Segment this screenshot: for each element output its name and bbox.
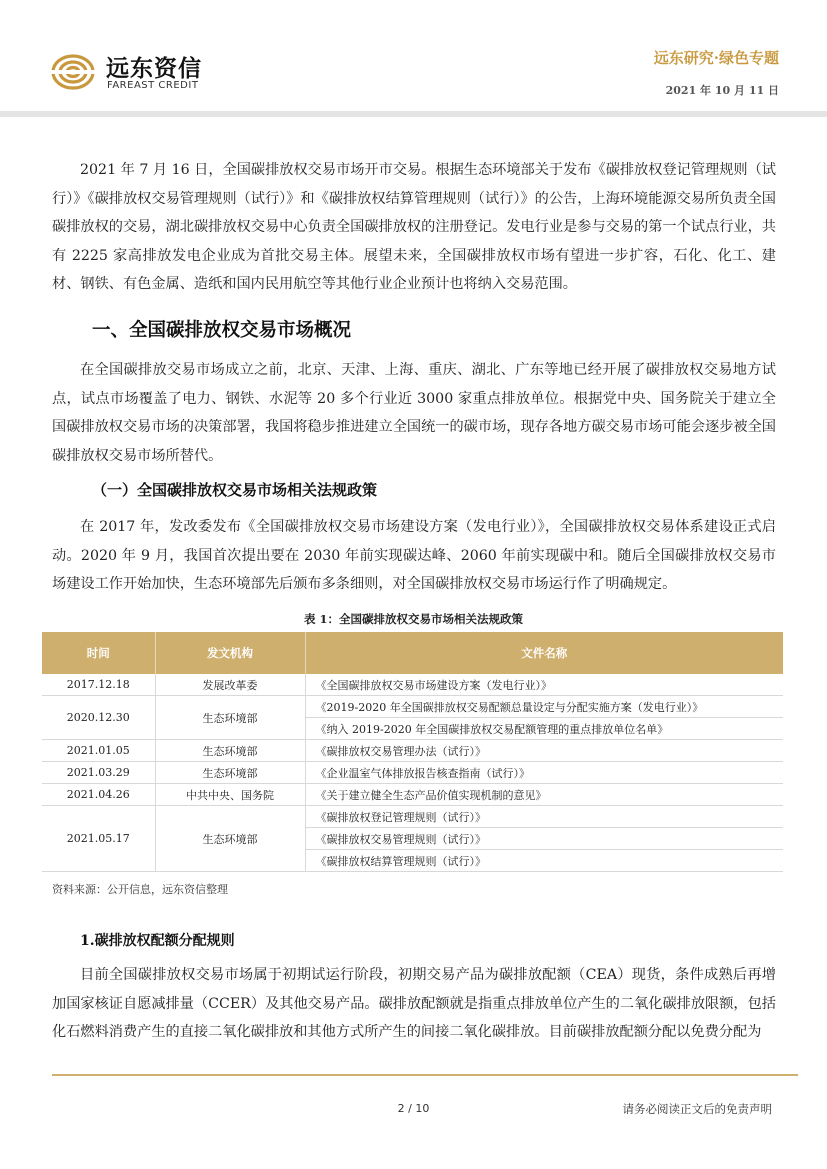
table-row — [42, 696, 783, 718]
table-row — [42, 674, 783, 696]
cell-org: 生态环境部 — [155, 740, 305, 762]
cell-doc: 《2019-2020 年全国碳排放权交易配额总量设定与分配实施方案（发电行业）》 — [305, 696, 783, 718]
cell-org: 生态环境部 — [155, 696, 305, 740]
table-caption: 表 1：全国碳排放权交易市场相关法规政策 — [303, 612, 523, 626]
cell-doc: 《全国碳排放权交易市场建设方案（发电行业）》 — [305, 674, 783, 696]
cell-date: 2021.01.05 — [42, 740, 155, 762]
cell-doc: 《纳入 2019-2020 年全国碳排放权交易配额管理的重点排放单位名单》 — [305, 718, 783, 740]
page-header — [0, 0, 827, 118]
cell-doc: 《碳排放权结算管理规则（试行）》 — [305, 850, 783, 872]
policy-table — [42, 632, 783, 872]
cell-date: 2020.12.30 — [42, 696, 155, 740]
cell-date: 2017.12.18 — [42, 674, 155, 696]
subsection-1-heading: （一）全国碳排放权交易市场相关法规政策 — [92, 481, 378, 499]
cell-doc: 《企业温室气体排放报告核查指南（试行）》 — [305, 762, 783, 784]
footer-divider — [52, 1074, 798, 1076]
intro-paragraph: 2021 年 7 月 16 日，全国碳排放权交易市场开市交易。根据生态环境部关于发布《碳排放权登记管理规则（试行）》《碳排放权交易管理规则（试行）》和《碳排放权结算管理规则（试行）》的公告，上海环境能源交易所负责全国碳排放权的交易，湖北碳排放权交易中心负责全国碳排放权的注册登记。发电行业是参与交易的第一个试点行业，共有 2225 家高排放发电企业成为首批交易主体。展望未来，全国碳排放权市场有望进一步扩容，石化、化工、建材、钢铁、有色金属、造纸和国内民用航空等其他行业企业预计也将纳入交易范围。 — [52, 162, 776, 292]
disclaimer-note: 请务必阅读正文后的免责声明 — [622, 1102, 772, 1116]
col-header-date: 时间 — [42, 632, 155, 674]
table-row — [42, 740, 783, 762]
table-row — [42, 784, 783, 806]
cell-doc: 《碳排放权登记管理规则（试行）》 — [305, 806, 783, 828]
cell-date: 2021.05.17 — [42, 806, 155, 872]
subsection-2-paragraph: 目前全国碳排放权交易市场属于初期试运行阶段，初期交易产品为碳排放配额（CEA）现货，条件成熟后再增加国家核证自愿减排量（CCER）及其他交易产品。碳排放配额就是指重点排放单位产生的二氧化碳排放限额，包括化石燃料消费产生的直接二氧化碳排放和其他方式所产生的间接二氧化碳排放。目前碳排放配额分配以免费分配为 — [52, 967, 776, 1040]
report-series: 远东研究·绿色专题 — [653, 49, 779, 67]
col-header-org: 发文机构 — [155, 632, 305, 674]
brand-name-cn: 远东资信 — [106, 56, 202, 82]
col-header-doc: 文件名称 — [305, 632, 783, 674]
brand-name-en: FAREAST CREDIT — [107, 80, 199, 91]
cell-doc: 《碳排放权交易管理办法（试行）》 — [305, 740, 783, 762]
page-number: 2 / 10 — [397, 1102, 430, 1115]
header-divider — [0, 111, 827, 117]
table-source: 资料来源：公开信息，远东资信整理 — [52, 883, 228, 896]
cell-doc: 《碳排放权交易管理规则（试行）》 — [305, 828, 783, 850]
section-1-paragraph: 在全国碳排放交易市场成立之前，北京、天津、上海、重庆、湖北、广东等地已经开展了碳排放权交易地方试点，试点市场覆盖了电力、钢铁、水泥等 20 多个行业近 3000 家重点排放单位。根据党中央、国务院关于建立全国碳排放权交易市场的决策部署，我国将稳步推进建立全国统一的碳市场，现存各地方碳交易市场可能会逐步被全国碳排放权交易市场所替代。 — [52, 362, 776, 464]
cell-date: 2021.04.26 — [42, 784, 155, 806]
fareast-logo-icon — [50, 52, 96, 92]
subsection-1-paragraph: 在 2017 年，发改委发布《全国碳排放权交易市场建设方案（发电行业）》，全国碳排放权交易体系建设正式启动。2020 年 9 月，我国首次提出要在 2030 年前实现碳达峰、2060 年前实现碳中和。随后全国碳排放权交易市场建设工作开始加快，生态环境部先后颁布多条细则，对全国碳排放权交易市场运行作了明确规定。 — [52, 519, 776, 592]
table-header-row — [42, 632, 783, 674]
cell-doc: 《关于建立健全生态产品价值实现机制的意见》 — [305, 784, 783, 806]
cell-org: 中共中央、国务院 — [155, 784, 305, 806]
subsection-2-heading: 1.碳排放权配额分配规则 — [80, 933, 235, 949]
cell-date: 2021.03.29 — [42, 762, 155, 784]
table-row — [42, 762, 783, 784]
table-row — [42, 806, 783, 828]
section-1-heading: 一、全国碳排放权交易市场概况 — [92, 320, 352, 341]
report-date: 2021 年 10 月 11 日 — [665, 84, 779, 97]
cell-org: 生态环境部 — [155, 762, 305, 784]
cell-org: 发展改革委 — [155, 674, 305, 696]
cell-org: 生态环境部 — [155, 806, 305, 872]
